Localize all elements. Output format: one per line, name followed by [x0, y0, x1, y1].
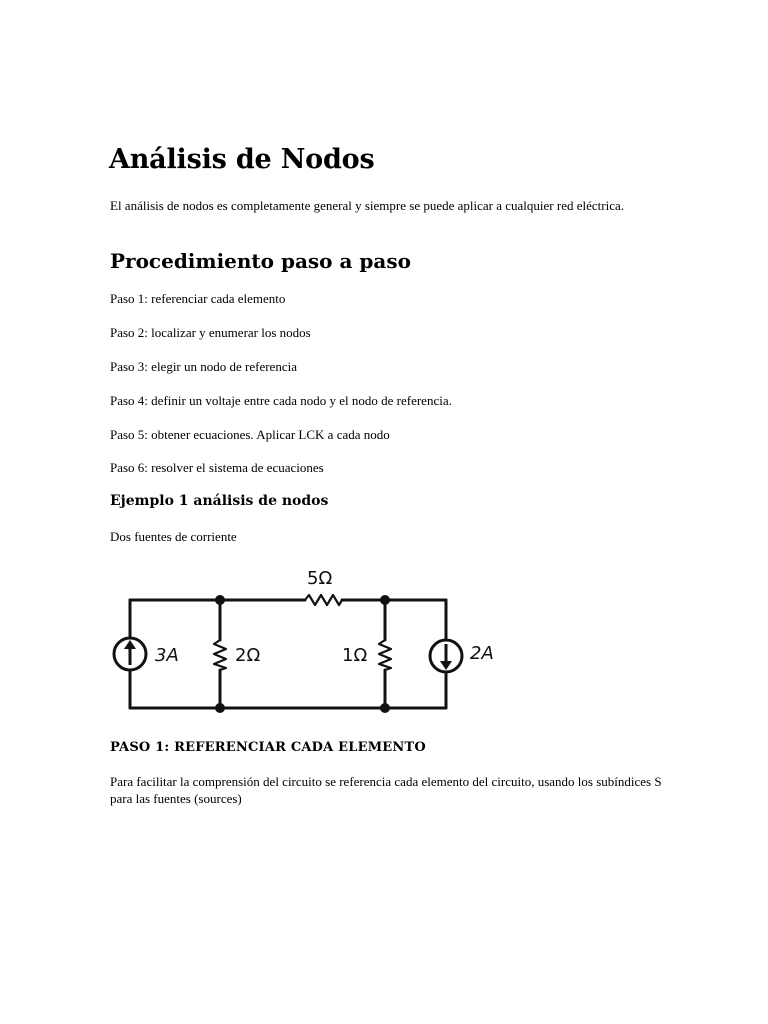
resistor-icon — [379, 640, 391, 670]
node-dot — [380, 595, 390, 605]
circuit-diagram — [110, 560, 520, 725]
step1-heading: PASO 1: REFERENCIAR CADA ELEMENTO — [110, 740, 426, 755]
label-source-left: 3A — [155, 645, 179, 666]
step-item-6: Paso 6: resolver el sistema de ecuaciones — [110, 460, 324, 475]
label-source-right: 2A — [470, 643, 494, 664]
step-item-5: Paso 5: obtener ecuaciones. Aplicar LCK a cada nodo — [110, 427, 390, 442]
label-r-top: 5Ω — [307, 568, 333, 589]
step-item-1: Paso 1: referenciar cada elemento — [110, 291, 286, 306]
label-r-right: 1Ω — [342, 645, 368, 666]
label-r-left: 2Ω — [235, 645, 261, 666]
example-heading: Ejemplo 1 análisis de nodos — [110, 493, 329, 509]
node-dot — [215, 595, 225, 605]
resistor-icon — [214, 640, 226, 670]
intro-paragraph: El análisis de nodos es completamente general y siempre se puede aplicar a cualquier red eléctrica. — [110, 198, 624, 213]
node-dot — [215, 703, 225, 713]
current-source-up-icon — [114, 638, 146, 670]
current-source-down-icon — [430, 640, 462, 672]
example-caption: Dos fuentes de corriente — [110, 529, 237, 544]
node-dot — [380, 703, 390, 713]
step1-paragraph: Para facilitar la comprensión del circuito se referencia cada elemento del circuito, usando los subíndices S para las fuentes (sources) — [110, 774, 662, 806]
step-item-4: Paso 4: definir un voltaje entre cada nodo y el nodo de referencia. — [110, 393, 452, 408]
page-title: Análisis de Nodos — [109, 144, 375, 175]
step-item-2: Paso 2: localizar y enumerar los nodos — [110, 325, 311, 340]
step-item-3: Paso 3: elegir un nodo de referencia — [110, 359, 297, 374]
resistor-icon — [305, 595, 342, 605]
procedure-heading: Procedimiento paso a paso — [110, 249, 411, 273]
